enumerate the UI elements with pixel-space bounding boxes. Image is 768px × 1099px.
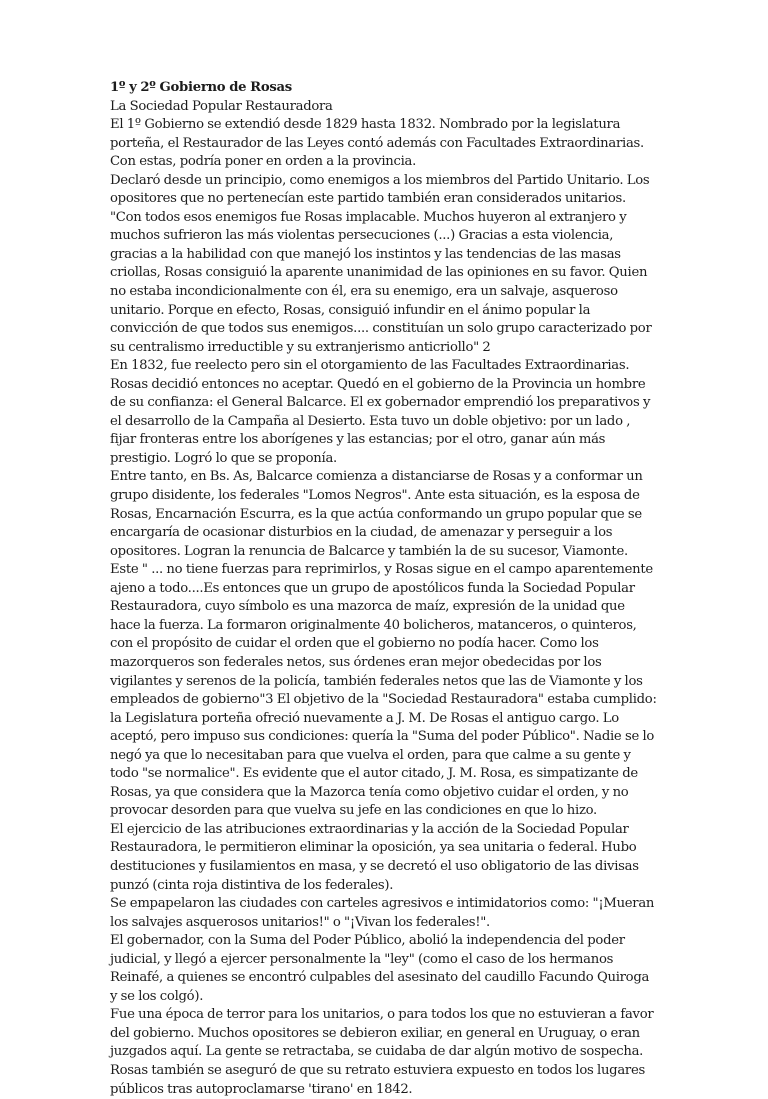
paragraph-5: El ejercicio de las atribuciones extraordinarias y la acción de la Sociedad Popular Restauradora, le permitieron eliminar la oposición, ya sea unitaria o federal. Hubo destituciones y fusilamientos en masa, y se decretó el uso obligatorio de las divisas punzó (cinta roja distintiva de los federales). xyxy=(110,821,639,893)
paragraph-4: Entre tanto, en Bs. As, Balcarce comienza a distanciarse de Rosas y a conformar un grupo disidente, los federales "Lomos Negros". Ante esta situación, es la esposa de Rosas, Encarnación Escurra, es la que actúa conformando un grupo popular que se encargaría de ocasionar disturbios en la ciudad, de amenazar y perseguir a los opositores. Logran la renuncia de Balcarce y también la de su sucesor, Viamonte. Este " ... no tiene fuerzas para reprimirlos, y Rosas sigue en el campo aparentemente ajeno a todo....Es entonces que un grupo de apostólicos funda la Sociedad Popular Restauradora, cuyo símbolo es una mazorca de maíz, expresión de la unidad que hace la fuerza. La formaron originalmente 40 bolicheros, matanceros, o quinteros, con el propósito de cuidar el orden que el gobierno no podía hacer. Como los mazorqueros son federales netos, sus órdenes eran mejor obedecidas por los vigilantes y serenos de la policía, también federales netos que las de Viamonte y los empleados de gobierno"3 El objetivo de la "Sociedad Restauradora" estaba cumplido: la Legislatura porteña ofreció nuevamente a J. M. De Rosas el antiguo cargo. Lo aceptó, pero impuso sus condiciones: quería la "Suma del poder Público". Nadie se lo negó ya que lo necesitaban para que vuelva el orden, para que calme a su gente y todo "se normalice". Es evidente que el autor citado, J. M. Rosa, es simpatizante de Rosas, ya que considera que la Mazorca tenía como objetivo cuidar el orden, y no provocar desorden para que vuelva su jefe en las condiciones en que lo hizo. xyxy=(110,469,657,819)
paragraph-7: El gobernador, con la Suma del Poder Público, abolió la independencia del poder judicial, y llegó a ejercer personalmente la "ley" (como el caso de los hermanos Reinafé, a quienes se encontró culpables del asesinato del caudillo Facundo Quiroga y se los colgó). xyxy=(110,933,650,1004)
paragraph-2: Declaró desde un principio, como enemigos a los miembros del Partido Unitario. Los opositores que no pertenecían este partido también eran considerados unitarios. "Con todos esos enemigos fue Rosas implacable. Muchos huyeron al extranjero y muchos sufrieron las más violentas persecuciones (...) Gracias a esta violencia, gracias a la habilidad con que manejó los instintos y las tendencias de las masas criollas, Rosas consiguió la aparente unanimidad de las opiniones en su favor. Quien no estaba incondicionalmente con él, era su enemigo, era un salvaje, asqueroso unitario. Porque en efecto, Rosas, consiguió infundir en el ánimo popular la convicción de que todos sus enemigos.... constituían un solo grupo caracterizado por su centralismo irreductible y su extranjerismo anticriollo" 2 xyxy=(110,172,652,355)
document-title: 1º y 2º Gobierno de Rosas xyxy=(110,80,292,95)
document-subtitle: La Sociedad Popular Restauradora xyxy=(110,98,333,114)
paragraph-1: El 1º Gobierno se extendió desde 1829 hasta 1832. Nombrado por la legislatura porteña, el Restaurador de las Leyes contó además con Facultades Extraordinarias. Con estas, podría poner en orden a la provincia. xyxy=(110,117,644,170)
paragraph-6: Se empapelaron las ciudades con carteles agresivos e intimidatorios como: "¡Mueran los salvajes asquerosos unitarios!" o "¡Vivan los federales!". xyxy=(110,896,655,930)
paragraph-8: Fue una época de terror para los unitarios, o para todos los que no estuvieran a favor del gobierno. Muchos opositores se debieron exiliar, en general en Uruguay, o eran juzgados aquí. La gente se retractaba, se cuidaba de dar algún motivo de sospecha. Rosas también se aseguró de que su retrato estuviera expuesto en todos los lugares públicos tras autoproclamarse 'tirano' en 1842. xyxy=(110,1007,654,1097)
document-body xyxy=(110,79,658,1099)
paragraph-3: En 1832, fue reelecto pero sin el otorgamiento de las Facultades Extraordinarias. Rosas decidió entonces no aceptar. Quedó en el gobierno de la Provincia un hombre de su confianza: el General Balcarce. El ex gobernador emprendió los preparativos y el desarrollo de la Campaña al Desierto. Esta tuvo un doble objetivo: por un lado , fijar fronteras entre los aborígenes y las estancias; por el otro, ganar aún más prestigio. Logró lo que se proponía. xyxy=(110,358,651,466)
